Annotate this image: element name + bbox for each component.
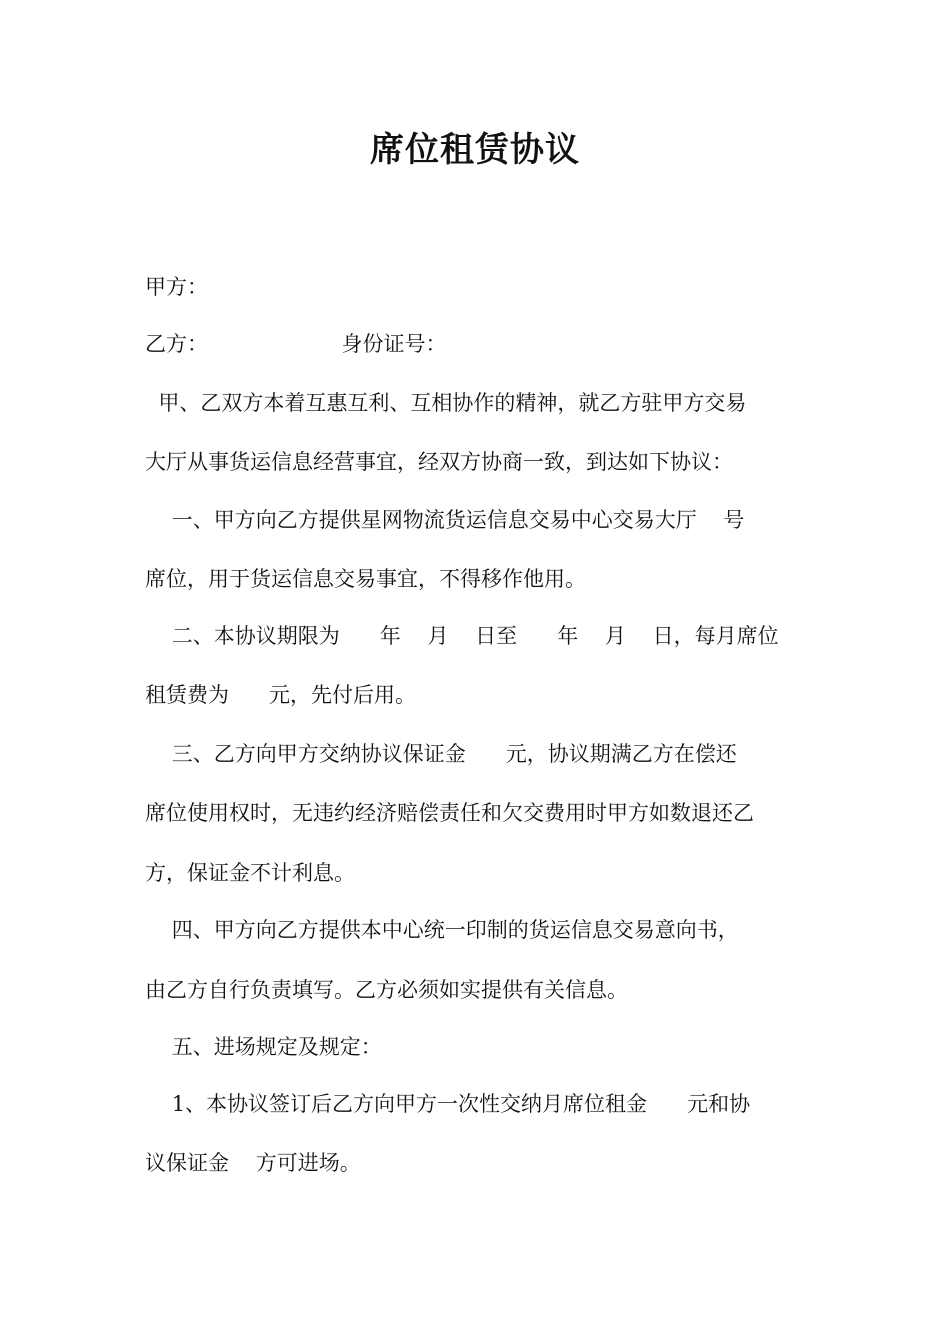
party-a-line: 甲方：	[145, 275, 208, 299]
paragraph-line: 甲、乙双方本着互惠互利、互相协作的精神，就乙方驻甲方交易	[145, 391, 747, 415]
clause-5-line: 五、进场规定及规定：	[145, 1035, 382, 1059]
clause-3-line: 方，保证金不计利息。	[145, 861, 355, 885]
document-title: 席位租赁协议	[370, 130, 580, 170]
clause-3-line: 三、乙方向甲方交纳协议保证金 元，协议期满乙方在偿还	[145, 742, 737, 766]
clause-4-line: 四、甲方向乙方提供本中心统一印制的货运信息交易意向书，	[145, 918, 739, 942]
clause-1-line: 席位，用于货运信息交易事宜，不得移作他用。	[145, 567, 586, 591]
clause-4-line: 由乙方自行负责填写。乙方必须如实提供有关信息。	[145, 978, 628, 1002]
clause-3-line: 席位使用权时，无违约经济赔偿责任和欠交费用时甲方如数退还乙	[145, 801, 754, 825]
clause-5-1-line: 议保证金 方可进场。	[145, 1151, 361, 1175]
clause-2-line: 二、本协议期限为 年 月 日至 年 月 日，每月席位	[145, 624, 779, 648]
paragraph-line: 大厅从事货运信息经营事宜，经双方协商一致，到达如下协议：	[145, 450, 733, 474]
party-b-line: 乙方： 身份证号：	[145, 332, 447, 356]
clause-1-line: 一、甲方向乙方提供星网物流货运信息交易中心交易大厅 号	[145, 508, 745, 532]
clause-5-1-line: 1、本协议签订后乙方向甲方一次性交纳月席位租金 元和协	[145, 1092, 751, 1116]
clause-2-line: 租赁费为 元，先付后用。	[145, 683, 417, 707]
